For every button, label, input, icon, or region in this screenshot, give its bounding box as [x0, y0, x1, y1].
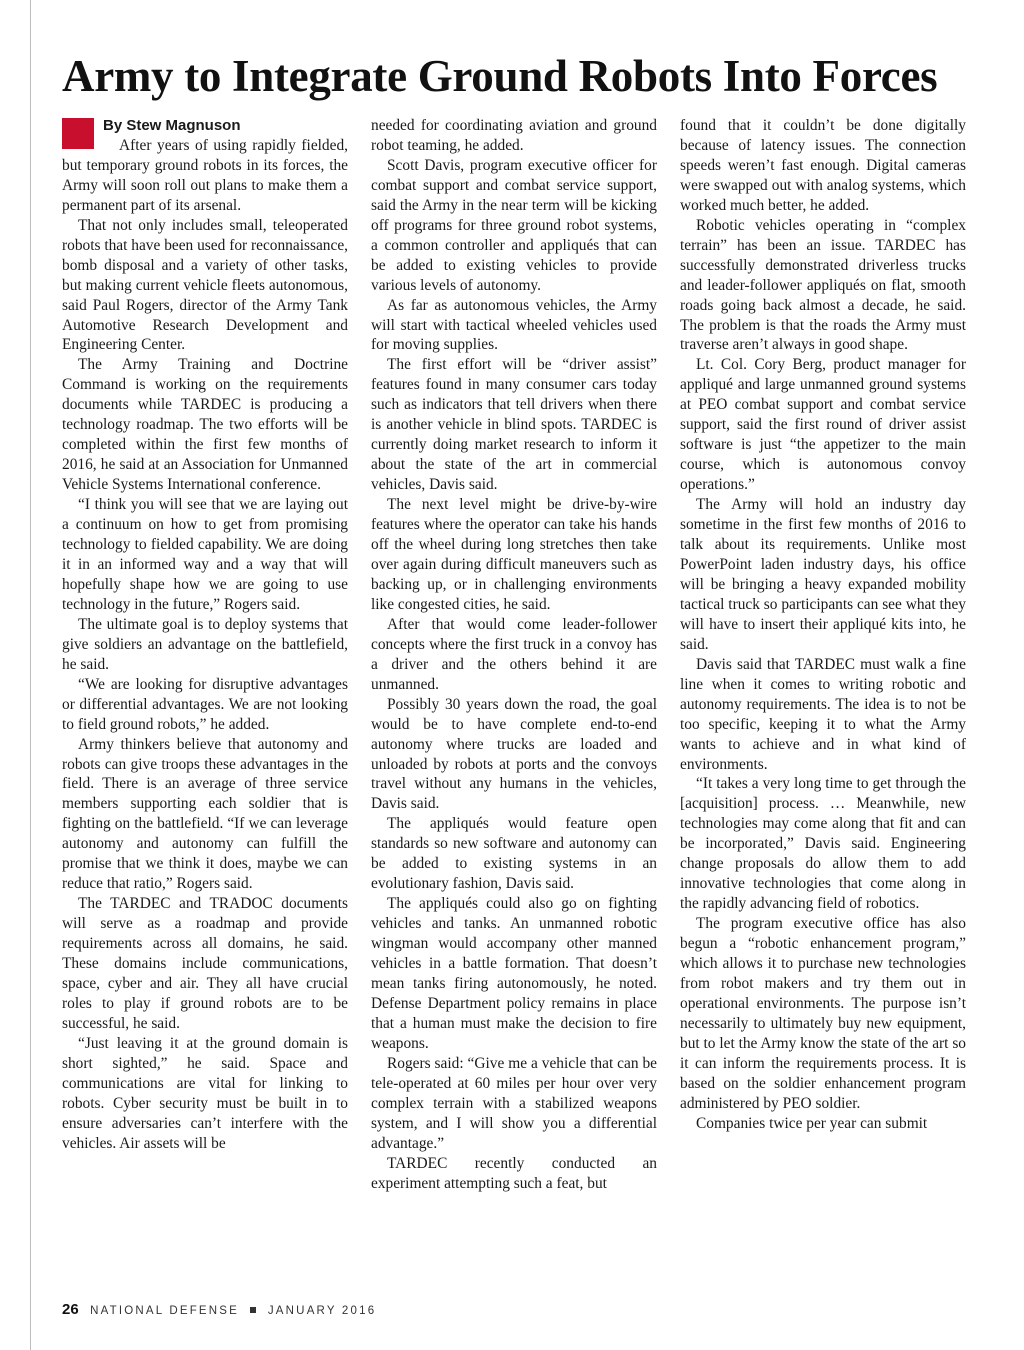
- paragraph: Davis said that TARDEC must walk a fine line when it comes to writing robotic and autonomy requirements. The idea is to not be too specific, keeping it to what the Army wants to achieve and in what kind of environments.: [680, 655, 966, 773]
- paragraph: “It takes a very long time to get through the [acquisition] process. … Meanwhile, new technologies may come along that fit and can be incorporated,” Davis said. Engineering change proposals do allow them to add innovative technologies that come along in the rapidly advancing field of robotics.: [680, 775, 966, 913]
- paragraph: After that would come leader-follower concepts where the first truck in a convoy has a driver and the others behind it are unmanned.: [371, 615, 657, 693]
- paragraph: “I think you will see that we are laying out a continuum on how to get from promising technology to fielded capability. We are doing it in an informed way and a way that will hopefully shape how we are going to use technology in the future,” Rogers said.: [62, 496, 348, 613]
- paragraph: “We are looking for disruptive advantages or differential advantages. We are not looking to field ground robots,” he added.: [62, 675, 348, 733]
- paragraph: The appliqués could also go on fighting vehicles and tanks. An unmanned robotic wingman would accompany other manned vehicles in a battle formation. That doesn’t mean tanks firing autonomously, he noted. Defense Department policy remains in place that a human must make the decision to fire weapons.: [371, 895, 657, 1052]
- byline: By Stew Magnuson: [103, 117, 241, 134]
- paragraph: “Just leaving it at the ground domain is short sighted,” he said. Space and communications are vital for linking to robots. Cyber security must be built in to ensure adversaries can’t interfere with the vehicles. Air assets will be: [62, 1034, 348, 1152]
- page-number: 26: [62, 1301, 79, 1318]
- column-2: [371, 116, 657, 1193]
- paragraph: The first effort will be “driver assist” features found in many consumer cars today such as indicators that tell drivers when there is another vehicle in blind spots. TARDEC is currently doing market research to inform it about the state of the art in commercial vehicles, Davis said.: [371, 356, 657, 494]
- paragraph: The ultimate goal is to deploy systems that give soldiers an advantage on the battlefield, he said.: [62, 615, 348, 673]
- page-gutter-line: [30, 0, 31, 1350]
- paragraph: The appliqués would feature open standards so new software and autonomy can be added to existing systems in an evolutionary fashion, Davis said.: [371, 815, 657, 893]
- paragraph: Lt. Col. Cory Berg, product manager for appliqué and large unmanned ground systems at PEO combat support and combat service support, said the first round of driver assist software is just “the appetizer to the main course, which is autonomous convoy operations.”: [680, 356, 966, 494]
- paragraph: Possibly 30 years down the road, the goal would be to have complete end-to-end autonomy where trucks are loaded and unloaded by robots at ports and the convoys travel without any humans in the vehicles, Davis said.: [371, 695, 657, 813]
- issue-date: JANUARY 2016: [267, 1305, 377, 1317]
- page-footer: [62, 1301, 376, 1318]
- paragraph: As far as autonomous vehicles, the Army will start with tactical wheeled vehicles used for moving supplies.: [371, 296, 657, 354]
- paragraph: Companies twice per year can submit: [696, 1114, 928, 1132]
- paragraph: Army thinkers believe that autonomy and robots can give troops these advantages in the field. There is an average of three service members supporting each soldier that is fighting on the battlefield. “If we can leverage autonomy and autonomy can fulfill the promise that we think it does, maybe we can reduce that ratio,” Rogers said.: [62, 735, 348, 893]
- paragraph-continued: found that it couldn’t be done digitally because of latency issues. The connection speeds weren’t fast enough. Digital cameras were swapped out with analog systems, which worked much better, he added.: [680, 117, 966, 214]
- column-1: [62, 116, 348, 1154]
- publication-name: NATIONAL DEFENSE: [90, 1305, 240, 1317]
- paragraph: TARDEC recently conducted an experiment attempting such a feat, but: [371, 1154, 657, 1192]
- paragraph: That not only includes small, teleoperated robots that have been used for reconnaissance, bomb disposal and a variety of other tasks, but making current vehicle fleets autonomous, said Paul Rogers, director of the Army Tank Automotive Research Development and Engineering Center.: [62, 216, 348, 354]
- section-marker: [62, 118, 94, 149]
- paragraph-continued: needed for coordinating aviation and ground robot teaming, he added.: [371, 117, 657, 154]
- column-3: [680, 116, 966, 1134]
- paragraph: The Army will hold an industry day sometime in the first few months of 2016 to talk about its requirements. Unlike most PowerPoint laden industry days, his office will be bringing a heavy expanded mobility tactical truck so participants can see what they will have to insert their appliqué kits into, he said.: [680, 496, 966, 653]
- footer-separator: [250, 1307, 256, 1313]
- paragraph: The next level might be drive-by-wire features where the operator can take his hands off the wheel during long stretches then take over again during difficult maneuvers such as backing up, or in challenging environments like congested cities, he said.: [371, 496, 657, 613]
- paragraph: After years of using rapidly fielded, but temporary ground robots in its forces, the Army will soon roll out plans to make them a permanent part of its arsenal.: [62, 136, 348, 214]
- paragraph: Robotic vehicles operating in “complex terrain” has been an issue. TARDEC has successfully demonstrated driverless trucks and leader-follower appliqués on flat, smooth roads going back almost a decade, he said. The problem is that the roads the Army must traverse aren’t always in good shape.: [680, 216, 966, 354]
- paragraph: Rogers said: “Give me a vehicle that can be tele-operated at 60 miles per hour over very complex terrain with a stabilized weapons system, and I will show you a differential advantage.”: [371, 1054, 657, 1152]
- paragraph: The TARDEC and TRADOC documents will serve as a roadmap and provide requirements across all domains, he said. These domains include communications, space, cyber and air. They all have crucial roles to play if ground robots are to be successful, he said.: [62, 895, 348, 1032]
- paragraph: Scott Davis, program executive officer for combat support and combat service support, said the Army in the near term will be kicking off programs for three ground robot systems, a common controller and appliqués that can be added to existing vehicles to provide various levels of autonomy.: [371, 156, 657, 294]
- paragraph: The Army Training and Doctrine Command is working on the requirements documents while TARDEC is producing a technology roadmap. The two efforts will be completed within the first few months of 2016, he said at an Association for Unmanned Vehicle Systems International conference.: [62, 356, 348, 494]
- paragraph: The program executive office has also begun a “robotic enhancement program,” which allows it to purchase new technologies from robot makers and try them out in operational environments. The purpose isn’t necessarily to ultimately buy new equipment, but to let the Army know the state of the art so it can inform the requirements process. It is based on the soldier enhancement program administered by PEO soldier.: [680, 915, 966, 1112]
- article-headline: Army to Integrate Ground Robots Into Forces: [62, 51, 938, 101]
